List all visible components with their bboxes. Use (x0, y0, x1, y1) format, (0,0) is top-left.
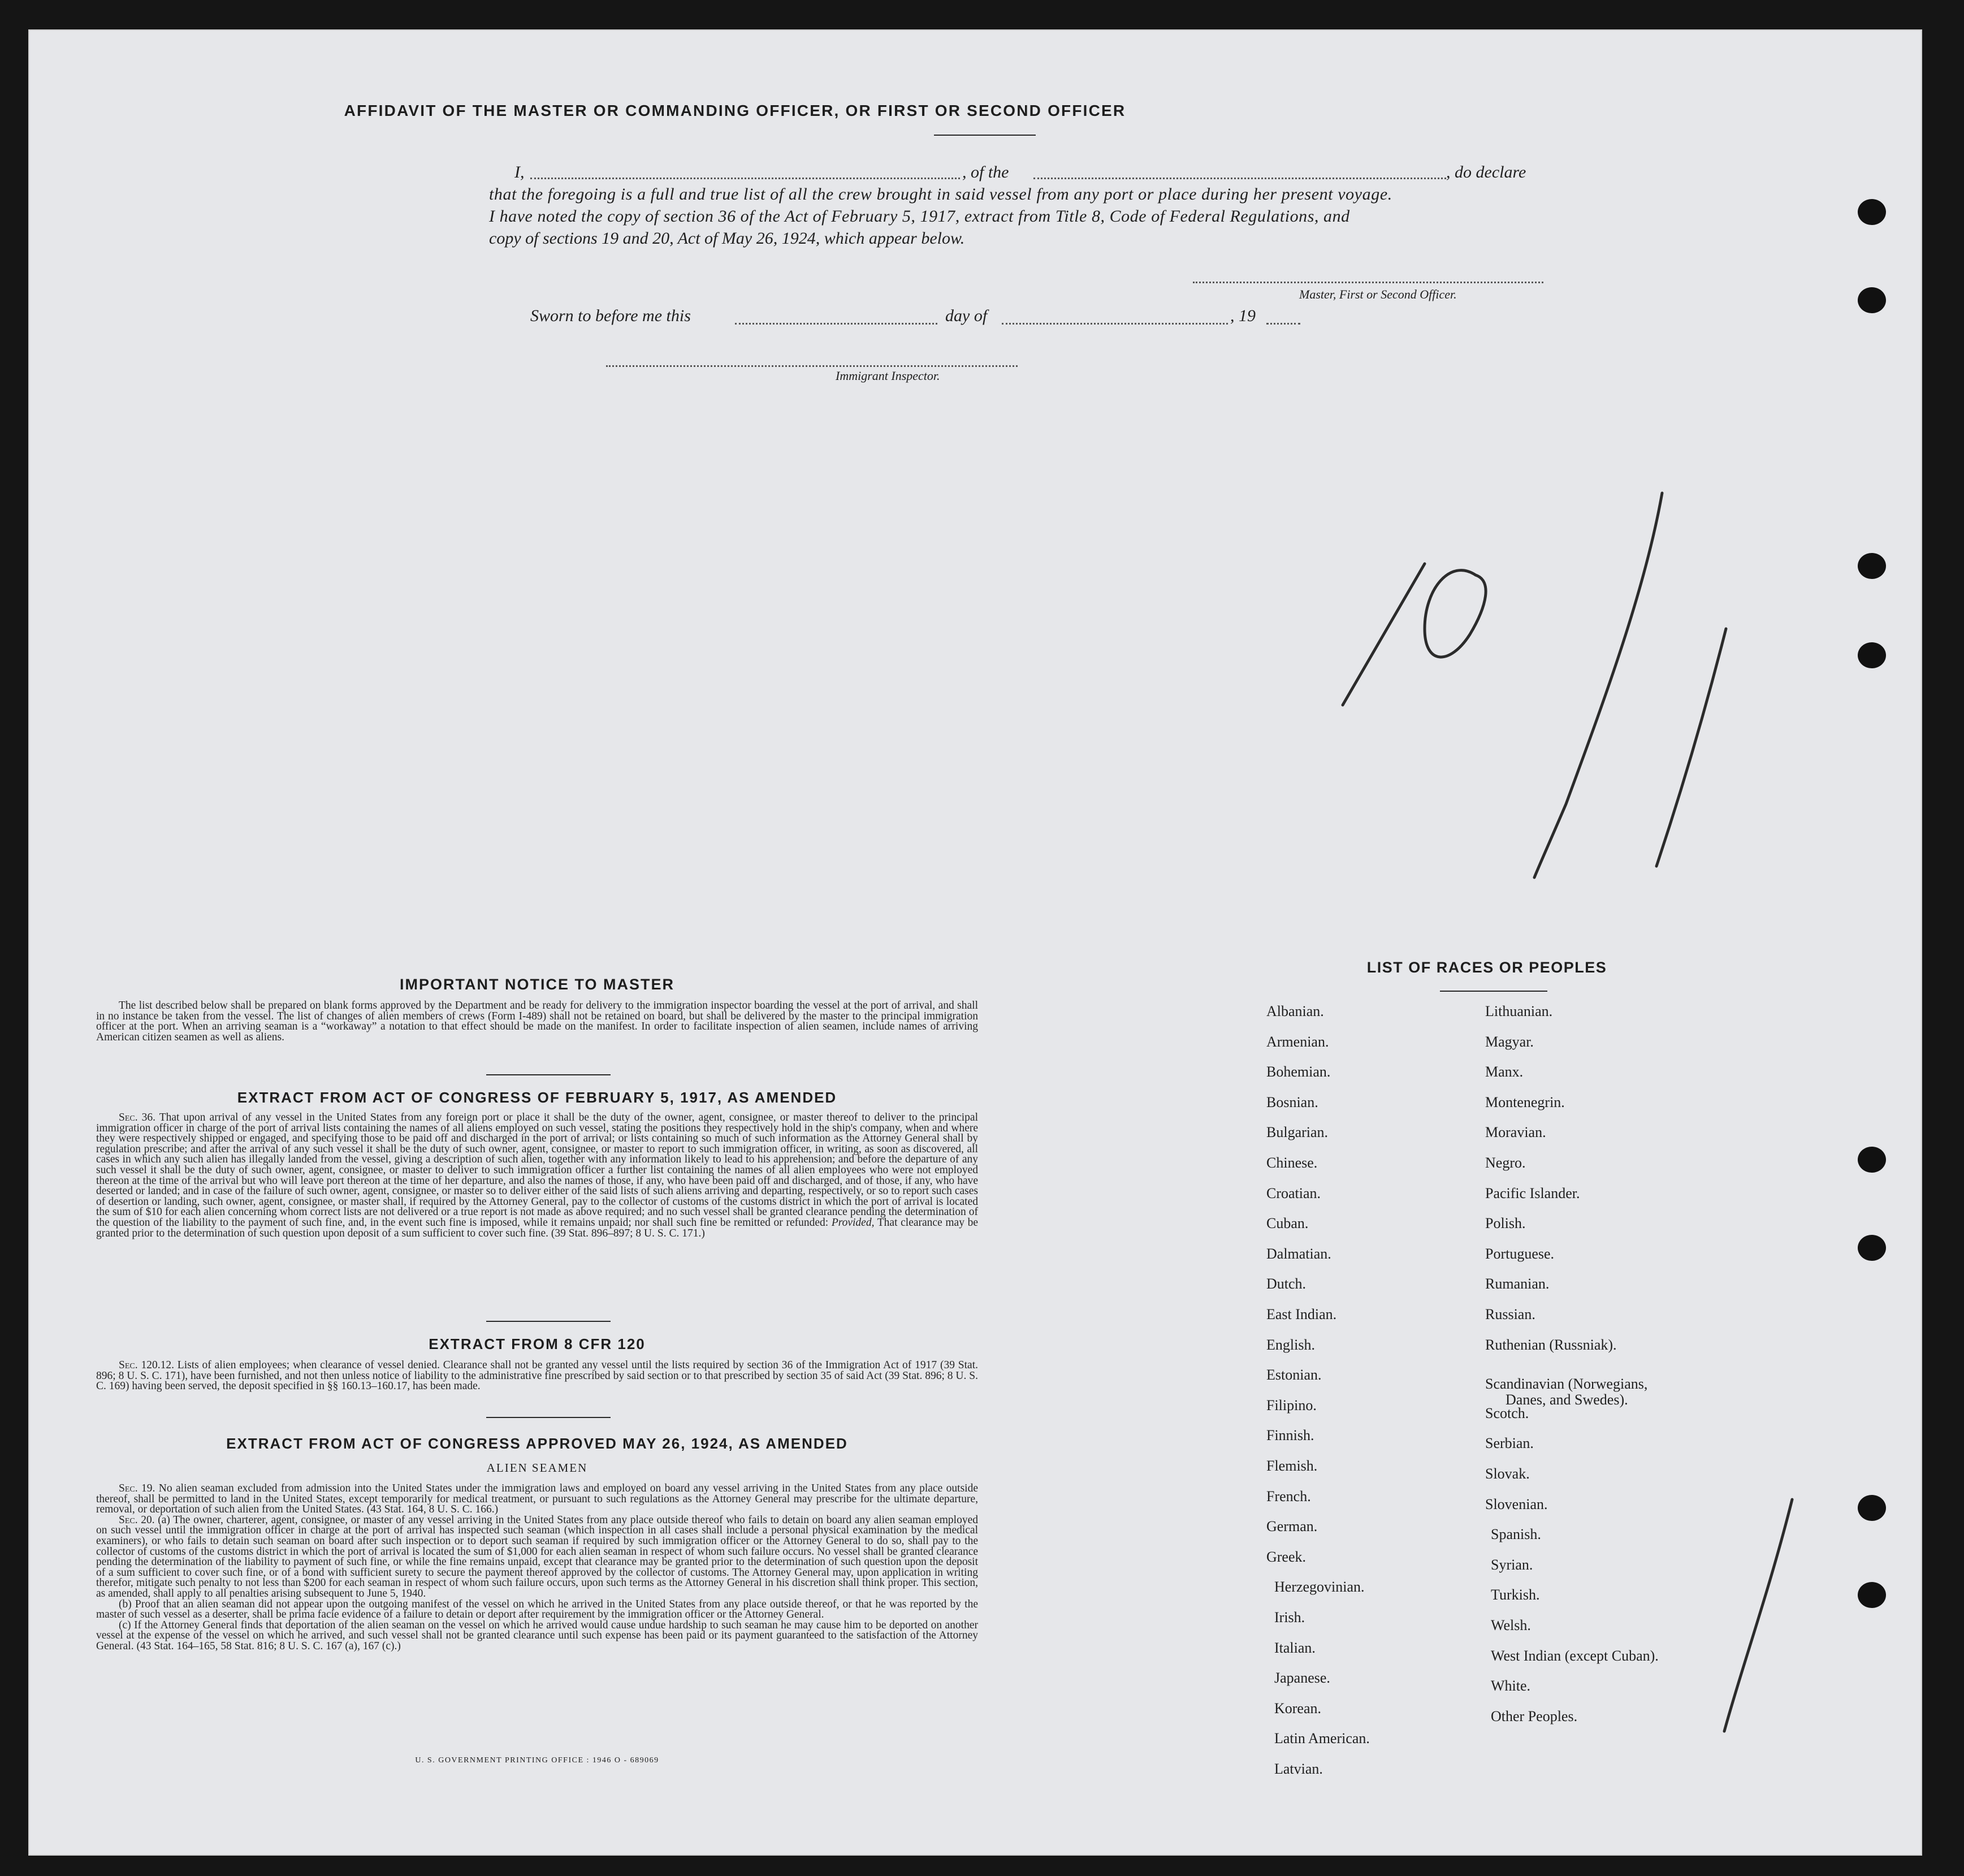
race-item: Bohemian. (1266, 1064, 1331, 1080)
race-item: Scandinavian (Norwegians, (1485, 1376, 1648, 1393)
race-item: Armenian. (1266, 1033, 1329, 1050)
race-item: Montenegrin. (1485, 1093, 1565, 1110)
race-item: Italian. (1274, 1639, 1316, 1656)
extract-1924-subtitle: ALIEN SEAMEN (486, 1461, 588, 1475)
affidavit-line-3: I have noted the copy of section 36 of the Act of February 5, 1917, extract from Title 8, Code of Federal Regulations, and (489, 207, 1350, 226)
race-item: Flemish. (1266, 1458, 1318, 1474)
notice-title: IMPORTANT NOTICE TO MASTER (400, 976, 674, 993)
race-item: Japanese. (1274, 1670, 1330, 1687)
race-item: Dalmatian. (1266, 1245, 1331, 1262)
hand-stroke-slash (1534, 493, 1662, 878)
extract-1917-provided: Provided, (831, 1216, 875, 1229)
race-item: Dutch. (1266, 1276, 1307, 1293)
sworn-text: Sworn to before me this (530, 306, 691, 325)
races-title: LIST OF RACES OR PEOPLES (1366, 959, 1607, 976)
race-item: West Indian (except Cuban). (1491, 1647, 1659, 1664)
race-item: Herzegovinian. (1274, 1579, 1365, 1596)
extract-1924-text19: No alien seaman excluded from admission into the United States under the immigration laws and employed on board any vessel arriving in the United States from any place outside thereof, shall be permitted to land in the United States, except temporarily for medical treatment, or pursuant to such regulations as the Attorney General may prescribe for the ultimate departure, removal, or deportation of such alien from the United States. (43 Stat. 164, 8 U. S. C. 166.) (96, 1482, 978, 1516)
hand-stroke-zero (1425, 570, 1486, 657)
race-item: Latin American. (1274, 1730, 1370, 1747)
inspector-caption: Immigrant Inspector. (836, 369, 940, 383)
race-item: Rumanian. (1485, 1276, 1550, 1293)
race-item: Syrian. (1491, 1556, 1533, 1573)
race-item: Danes, and Swedes). (1506, 1391, 1628, 1408)
race-item: Serbian. (1485, 1435, 1534, 1452)
race-item: Ruthenian (Russniak). (1485, 1336, 1617, 1353)
affidavit-i: I, (514, 163, 525, 181)
hand-stroke-one-b (1656, 629, 1726, 866)
extract-1924-title: EXTRACT FROM ACT OF CONGRESS APPROVED MAY 26, 1924, AS AMENDED (226, 1435, 848, 1452)
printer-line: U. S. GOVERNMENT PRINTING OFFICE : 1946 O - 689069 (415, 1756, 659, 1765)
cfr-text: Lists of alien employees; when clearance of vessel denied. Clearance shall not be granted any vessel until the lists required by section 36 of the Immigration Act of 1917 (39 Stat. 896; 8 U. S. C. 171), have been furnished, and not then unless notice of liability to the administrative fine prescribed by said section or to that prescribed by section 35 of said Act (39 Stat. 896; 8 U. S. C. 169) having been served, the deposit specified in §§ 160.13–160.17, has been made. (96, 1359, 978, 1393)
race-item: East Indian. (1266, 1306, 1337, 1322)
form-page (28, 29, 1922, 1856)
race-item: Scotch. (1485, 1404, 1529, 1421)
race-item: Slovenian. (1485, 1495, 1548, 1512)
extract-1924-text20c: (c) If the Attorney General finds that deportation of the alien seaman on the vessel on which he arrived would cause undue hardship to such seaman he may cause him to be deported on another vessel at the expense of the vessel on which he arrived, and such vessel shall not be granted clearance until such expense has been paid or its payment guaranteed to the satisfaction of the Attorney General. (43 Stat. 164–165, 58 Stat. 816; 8 U. S. C. 167 (a), 167 (c).) (96, 1619, 978, 1652)
extract-1924-sec20: Sec. 20. (119, 1514, 155, 1526)
race-item: Manx. (1485, 1064, 1524, 1080)
extract-1924-text20a: (a) The owner, charterer, agent, consignee, or master of any vessel arriving in the United States from any place outside thereof who fails to detain on board any alien seaman employed on such vessel until the immigration officer in charge at the port of arrival has inspected such seaman (which inspection in all cases shall include a personal physical examination by the medical examiners), or who fails to detain such seaman on board after such inspection or to deport such seaman if required by such immigration officer or the Attorney General to do so, shall pay to the collector of customs of the customs district in which the port of arrival is located the sum of $1,000 for each alien seaman in respect of whom such failure occurs. No vessel shall be granted clearance pending the determination of the liability to payment of such fine, or while the fine remains unpaid, except that clearance may be granted prior to the determination of such question upon the deposit of a sum sufficient to cover such fine, or of a bond with sufficient surety to secure the payment thereof approved by the collector of customs. The Attorney General may, upon application in writing therefor, mitigate such penalty to not less than $200 for each seaman in respect of whom such failure occurs, upon such terms as the Attorney General in his discretion shall think proper. This section, as amended, shall apply to all penalties arising subsequent to June 5, 1940. (96, 1514, 978, 1600)
affidavit-do-declare: , do declare (1446, 163, 1526, 181)
affidavit-line-4: copy of sections 19 and 20, Act of May 26, 1924, which appear below. (489, 229, 965, 248)
race-item: Pacific Islander. (1485, 1185, 1580, 1201)
day-of-text: day of (945, 306, 988, 325)
race-item: French. (1266, 1488, 1311, 1505)
race-item: Bulgarian. (1266, 1124, 1329, 1141)
affidavit-line-2: that the foregoing is a full and true list of all the crew brought in said vessel from any port or place during her present voyage. (489, 185, 1392, 204)
race-item: Polish. (1485, 1215, 1526, 1232)
extract-1924-text20b: (b) Proof that an alien seaman did not appear upon the outgoing manifest of the vessel on which he arrived in the United States from any place outside thereof, or that he was reported by the master of such vessel as a deserter, shall be prima facie evidence of a failure to detain or deport after requirement by the immigration officer or the Attorney General. (96, 1598, 978, 1621)
race-item: Other Peoples. (1491, 1708, 1578, 1724)
race-item: Cuban. (1266, 1215, 1309, 1232)
race-item: Welsh. (1491, 1617, 1531, 1633)
race-item: Croatian. (1266, 1185, 1321, 1201)
extract-1924-sec19: Sec. 19. (119, 1482, 155, 1494)
extract-1917-tail: That clearance may be granted prior to the determination of such question upon deposit of a sum sufficient to cover such fine. (39 Stat. 896–897; 8 U. S. C. 171.) (96, 1216, 979, 1239)
race-item: Bosnian. (1266, 1093, 1318, 1110)
extract-1917-sec: Sec. 36. (119, 1112, 156, 1123)
master-caption: Master, First or Second Officer. (1299, 287, 1457, 301)
hand-stroke-lower (1724, 1499, 1792, 1731)
race-item: Turkish. (1491, 1587, 1540, 1603)
race-item: Chinese. (1266, 1155, 1318, 1171)
race-item: German. (1266, 1518, 1318, 1535)
year-text: , 19 (1230, 306, 1256, 325)
race-item: Negro. (1485, 1155, 1526, 1171)
hand-stroke-one (1343, 564, 1425, 705)
race-item: Korean. (1274, 1700, 1322, 1717)
race-item: Finnish. (1266, 1427, 1314, 1444)
race-item: Irish. (1274, 1609, 1305, 1626)
extract-1917-title: EXTRACT FROM ACT OF CONGRESS OF FEBRUARY 5, 1917, AS AMENDED (237, 1089, 837, 1106)
cfr-sec: Sec. 120.12. (119, 1359, 174, 1371)
race-item: English. (1266, 1336, 1315, 1353)
race-item: Greek. (1266, 1548, 1307, 1565)
race-item: Spanish. (1491, 1526, 1541, 1543)
extract-1917-text: That upon arrival of any vessel in the United States from any foreign port or place it shall be the duty of the owner, agent, consignee, or master thereof to deliver to the principal immigration officer in charge of the port of arrival lists containing the names of all aliens employed on such vessel, stating the positions they respectively hold in the ship's company, when and where they were respectively shipped or engaged, and specifying those to be paid off and discharged in the port of arrival; or lists containing so much of such information as the Attorney General shall by regulation prescribe; and after the arrival of any such vessel it shall be the duty of such owner, agent, consignee, or master to report to such immigration officer, in writing, as soon as discovered, all cases in which any such alien has illegally landed from the vessel, giving a description of such alien, together with any information likely to lead to his apprehension; and before the departure of any such vessel it shall be the duty of such owner, agent, consignee, or master to deliver to such immigration officer a further list containing the names of all alien employees who were not employed thereon at the time of the arrival but who will leave port thereon at the time of her departure, and also the names of those, if any, who have been paid off and discharged, and of those, if any, who have deserted or landed; and in case of the failure of such owner, agent, consignee, or master so to deliver either of the said lists of such aliens arriving and departing, respectively, or so to report such cases of desertion or landing, such owner, agent, consignee, or master shall, if required by the Attorney General, pay to the collector of customs of the customs district in which the port of arrival is located the sum of $10 for each alien concerning whom correct lists are not delivered or a true report is not made as above required; and no such vessel shall be granted clearance pending the determination of the question of the liability to the payment of such fine, and, in the event such fine is imposed, while it remains unpaid; nor shall such fine be remitted or refunded: (96, 1112, 978, 1229)
race-item: Russian. (1485, 1306, 1535, 1322)
race-item: Albanian. (1266, 1003, 1324, 1019)
notice-body: The list described below shall be prepared on blank forms approved by the Department and be ready for delivery to the immigration inspector boarding the vessel at the port of arrival, and shall in no instance be taken from the vessel. The list of changes of alien members of crews (Form I-489) shall not be retained on board, but shall be delivered by the master to the principal immigration officer at the port. When an arriving seaman is a “workaway” a notation to that effect should be made on the manifest. In order to facilitate inspection of alien seamen, include names of arriving American citizen seamen as well as aliens. (96, 1000, 978, 1043)
race-item: Moravian. (1485, 1124, 1546, 1141)
affidavit-of-the: , of the (962, 163, 1009, 181)
race-item: White. (1491, 1678, 1531, 1695)
race-item: Portuguese. (1485, 1245, 1555, 1262)
race-item: Slovak. (1485, 1466, 1530, 1482)
race-item: Latvian. (1274, 1761, 1323, 1777)
race-item: Estonian. (1266, 1367, 1322, 1384)
race-item: Filipino. (1266, 1397, 1317, 1414)
cfr-title: EXTRACT FROM 8 CFR 120 (429, 1335, 646, 1352)
affidavit-title: AFFIDAVIT OF THE MASTER OR COMMANDING OFFICER, OR FIRST OR SECOND OFFICER (344, 102, 1126, 119)
race-item: Lithuanian. (1485, 1003, 1553, 1019)
handwritten-mark (28, 29, 1922, 1856)
race-item: Magyar. (1485, 1033, 1534, 1050)
